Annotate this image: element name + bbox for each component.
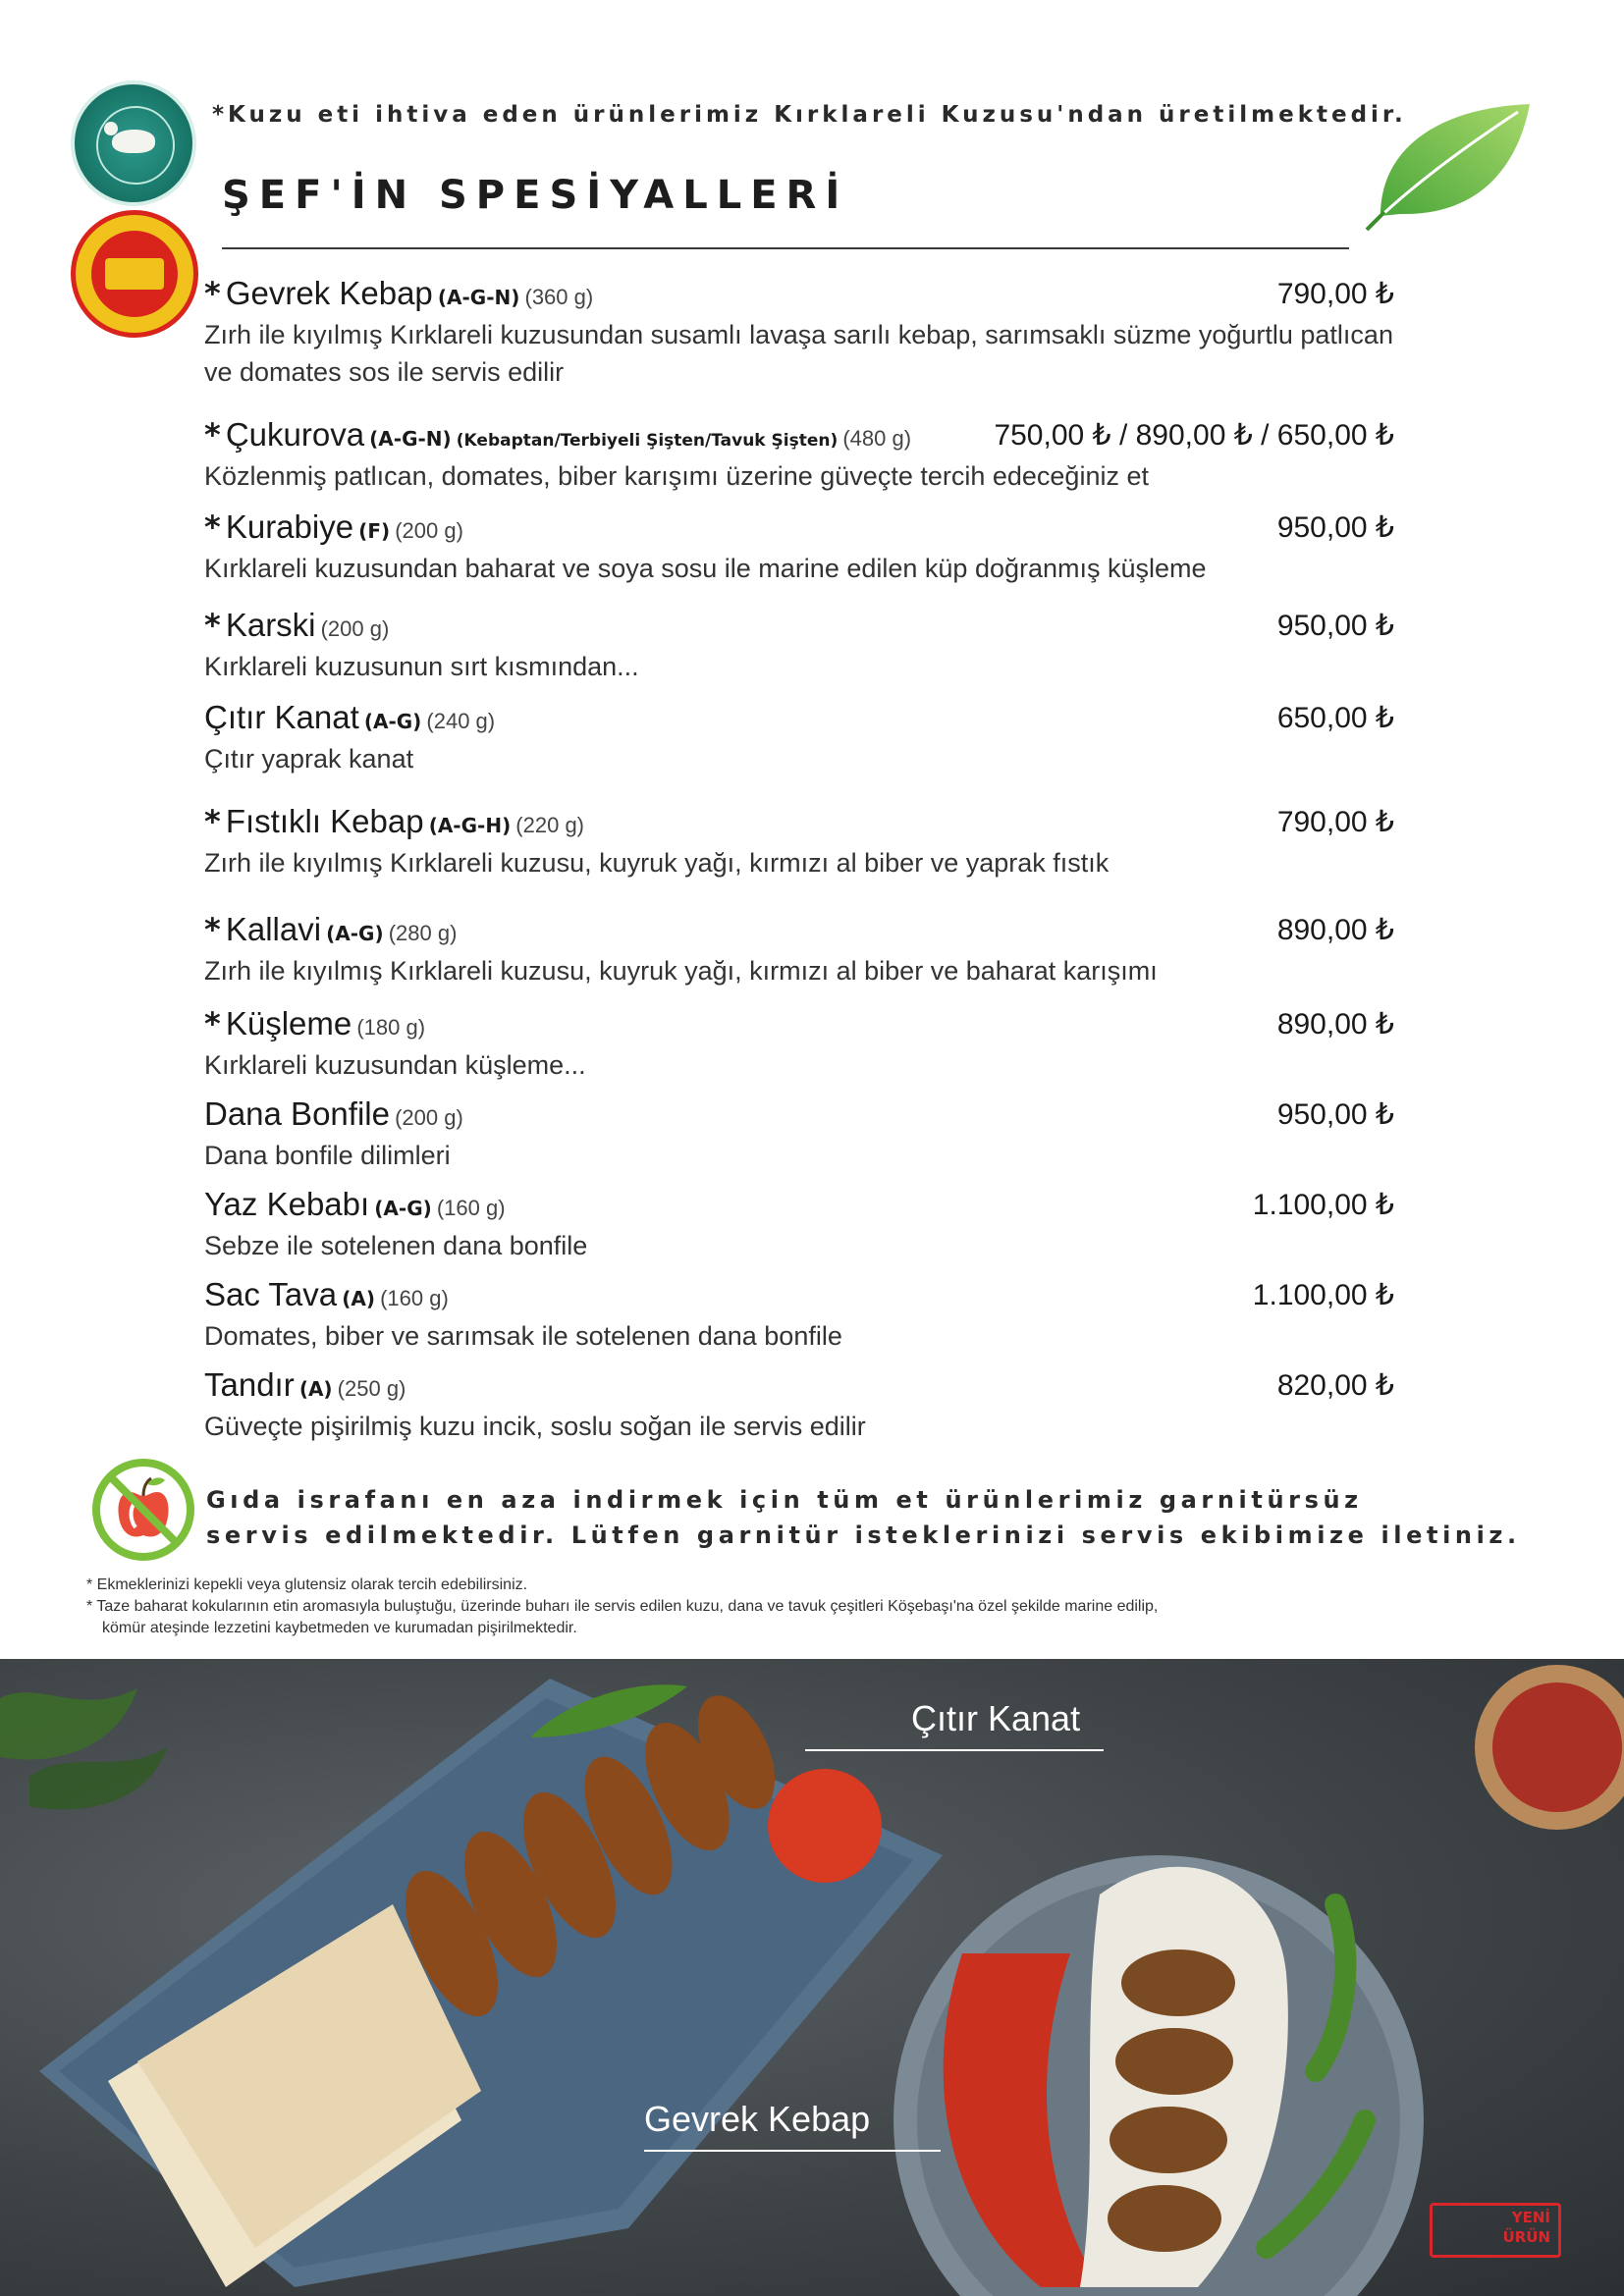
menu-item-title [204, 508, 463, 546]
menu-item-title [204, 699, 495, 736]
menu-item-name: Yaz Kebabı [204, 1186, 370, 1222]
menu-item-description: Dana bonfile dilimleri [204, 1141, 451, 1170]
menu-item [204, 607, 1394, 685]
menu-item-description: Zırh ile kıyılmış Kırklareli kuzusu, kuyruk yağı, kırmızı al biber ve baharat karışımı [204, 956, 1158, 986]
food-photo-illustration [0, 1659, 1624, 2296]
menu-item-weight: (160 g) [436, 1196, 506, 1220]
menu-item-weight: (360 g) [524, 285, 594, 309]
menu-item-description: Közlenmiş patlıcan, domates, biber karışımı üzerine güveçte tercih edeceğiniz et [204, 461, 1149, 491]
menu-item-header [204, 1276, 1394, 1315]
menu-item [204, 1366, 1394, 1445]
menu-item-title [204, 416, 911, 454]
menu-item-allergens: (A) [342, 1287, 376, 1310]
waste-notice-line2: servis edilmektedir. Lütfen garnitür isteklerinizi servis ekibimize iletiniz. [206, 1522, 1521, 1549]
menu-item-price: 950,00 ₺ [1276, 511, 1394, 544]
menu-item-star: * [204, 508, 221, 546]
menu-item-price: 750,00 ₺ / 890,00 ₺ / 650,00 ₺ [994, 419, 1394, 452]
menu-item-header [204, 1366, 1394, 1406]
menu-item-header [204, 1186, 1394, 1225]
menu-item-title [204, 1005, 425, 1042]
menu-item-allergens: (A-G) [326, 922, 384, 945]
photo-label-citir-kanat: Çıtır Kanat [911, 1698, 1081, 1738]
menu-item-description: Kırklareli kuzusunun sırt kısmından... [204, 652, 639, 681]
menu-item-name: Çukurova [225, 416, 365, 453]
menu-item-description: Kırklareli kuzusundan küşleme... [204, 1050, 586, 1080]
menu-item-header [204, 1095, 1394, 1135]
menu-item [204, 1186, 1394, 1264]
menu-item-header [204, 508, 1394, 548]
menu-item-price: 950,00 ₺ [1276, 1098, 1394, 1131]
menu-item [204, 275, 1394, 391]
menu-item-description: Çıtır yaprak kanat [204, 744, 414, 774]
menu-item [204, 1095, 1394, 1174]
title-divider [222, 247, 1349, 249]
menu-item-weight: (250 g) [337, 1376, 406, 1401]
menu-item-allergens: (F) [358, 519, 391, 543]
menu-item [204, 911, 1394, 989]
menu-item-weight: (480 g) [842, 426, 912, 451]
menu-item-title [204, 1276, 449, 1313]
footnote-marinade: * Taze baharat kokularının etin aromasıyla buluştuğu, üzerinde buharı ile servis edilen kuzu, dana ve tavuk çeşitleri Köşebaşı'na özel şekilde marine edilip, [86, 1598, 1159, 1615]
menu-item-name: Karski [225, 607, 316, 643]
page-title: ŞEF'İN SPESİYALLERİ [222, 173, 849, 218]
menu-item-name: Kallavi [225, 911, 322, 947]
menu-item-allergens: (A-G) [363, 710, 422, 733]
menu-item-price: 1.100,00 ₺ [1252, 1189, 1394, 1221]
food-photo [0, 1659, 1624, 2296]
menu-item-name: Çıtır Kanat [204, 699, 359, 735]
menu-item-allergens: (A-G-N) [437, 286, 520, 309]
footnote-marinade-cont: kömür ateşinde lezzetini kaybetmeden ve kurumadan pişirilmektedir. [102, 1620, 577, 1636]
waste-notice-line1: Gıda israfanı en aza indirmek için tüm et ürünlerimiz garnitürsüz [206, 1486, 1363, 1514]
lamb-origin-notice: *Kuzu eti ihtiva eden ürünlerimiz Kırklareli Kuzusu'ndan üretilmektedir. [212, 102, 1407, 128]
menu-item-price: 790,00 ₺ [1276, 278, 1394, 310]
menu-item [204, 416, 1394, 495]
menu-item-allergens: (A) [298, 1377, 333, 1401]
menu-item-title [204, 803, 584, 840]
menu-item [204, 1005, 1394, 1084]
menu-item-description: Domates, biber ve sarımsak ile sotelenen dana bonfile [204, 1321, 842, 1351]
menu-item-weight: (240 g) [426, 709, 496, 733]
menu-item [204, 699, 1394, 777]
menu-item [204, 803, 1394, 881]
kirklareli-kuzusu-seal [71, 80, 196, 206]
menu-item-name: Gevrek Kebap [225, 275, 433, 311]
new-product-badge-line1: YENİ [1511, 2209, 1550, 2226]
menu-item-star: * [204, 607, 221, 644]
menu-item-description: Güveçte pişirilmiş kuzu incik, soslu soğan ile servis edilir [204, 1412, 866, 1441]
menu-item-header [204, 607, 1394, 646]
no-waste-apple-icon [90, 1457, 196, 1563]
menu-item-price: 820,00 ₺ [1276, 1369, 1394, 1402]
menu-item [204, 508, 1394, 587]
menu-item-star: * [204, 275, 221, 312]
menu-item-price: 890,00 ₺ [1276, 1008, 1394, 1041]
menu-item-header [204, 803, 1394, 842]
menu-item-weight: (180 g) [356, 1015, 426, 1040]
menu-item-weight: (200 g) [395, 518, 463, 543]
menu-item-price: 890,00 ₺ [1276, 914, 1394, 946]
menu-item-weight: (220 g) [515, 813, 585, 837]
menu-item-star: * [204, 911, 221, 948]
menu-item-allergens: (A-G-H) [428, 814, 512, 837]
menu-item-header [204, 416, 1394, 455]
menu-item-description: Zırh ile kıyılmış Kırklareli kuzusu, kuyruk yağı, kırmızı al biber ve yaprak fıstık [204, 848, 1110, 878]
menu-item-header [204, 275, 1394, 314]
menu-item-weight: (160 g) [380, 1286, 449, 1310]
turkey-map-icon [105, 258, 164, 290]
waste-notice [206, 1482, 1521, 1553]
menu-item-star: * [204, 416, 221, 454]
menu-item-price: 650,00 ₺ [1276, 702, 1394, 734]
menu-item-price: 790,00 ₺ [1276, 806, 1394, 838]
menu-item-description: Kırklareli kuzusundan baharat ve soya sosu ile marine edilen küp doğranmış küşleme [204, 554, 1207, 583]
menu-item-weight: (200 g) [320, 616, 390, 641]
menu-item-title [204, 911, 457, 948]
menu-item-name: Kurabiye [225, 508, 354, 545]
menu-item-header [204, 911, 1394, 950]
menu-item [204, 1276, 1394, 1355]
cografi-isaret-seal [71, 210, 198, 338]
photo-label-gevrek-kebap: Gevrek Kebap [644, 2099, 871, 2139]
menu-item-title [204, 275, 593, 312]
menu-item-name: Sac Tava [204, 1276, 338, 1312]
menu-item-allergens: (A-G-N) [369, 427, 452, 451]
leaf-icon [1361, 98, 1538, 236]
menu-item-title [204, 1366, 406, 1404]
menu-item-options: (Kebaptan/Terbiyeli Şişten/Tavuk Şişten) [456, 431, 839, 451]
menu-item-name: Fıstıklı Kebap [225, 803, 424, 839]
menu-item-title [204, 607, 389, 644]
menu-item-header [204, 1005, 1394, 1044]
new-product-badge-line2: ÜRÜN [1502, 2228, 1550, 2246]
menu-item-title [204, 1095, 463, 1133]
menu-item-header [204, 699, 1394, 738]
photo-label-underline [805, 1749, 1104, 1751]
menu-item-star: * [204, 803, 221, 840]
menu-item-weight: (200 g) [395, 1105, 463, 1130]
menu-item-name: Küşleme [225, 1005, 352, 1041]
menu-item-description: Sebze ile sotelenen dana bonfile [204, 1231, 588, 1260]
menu-item-price: 950,00 ₺ [1276, 610, 1394, 642]
menu-item-name: Dana Bonfile [204, 1095, 390, 1132]
new-product-badge [1430, 2203, 1561, 2258]
menu-item-name: Tandır [204, 1366, 295, 1403]
photo-label-underline [644, 2150, 941, 2152]
menu-item-price: 1.100,00 ₺ [1252, 1279, 1394, 1311]
menu-item-description: Zırh ile kıyılmış Kırklareli kuzusundan susamlı lavaşa sarılı kebap, sarımsaklı süzme yoğurtlu patlıcan ve domates sos ile servis edilir [204, 320, 1393, 387]
footnote-bread: * Ekmeklerinizi kepekli veya glutensiz olarak tercih edebilirsiniz. [86, 1576, 528, 1593]
menu-item-star: * [204, 1005, 221, 1042]
menu-item-allergens: (A-G) [374, 1197, 432, 1220]
menu-item-title [204, 1186, 506, 1223]
menu-item-weight: (280 g) [388, 921, 458, 945]
